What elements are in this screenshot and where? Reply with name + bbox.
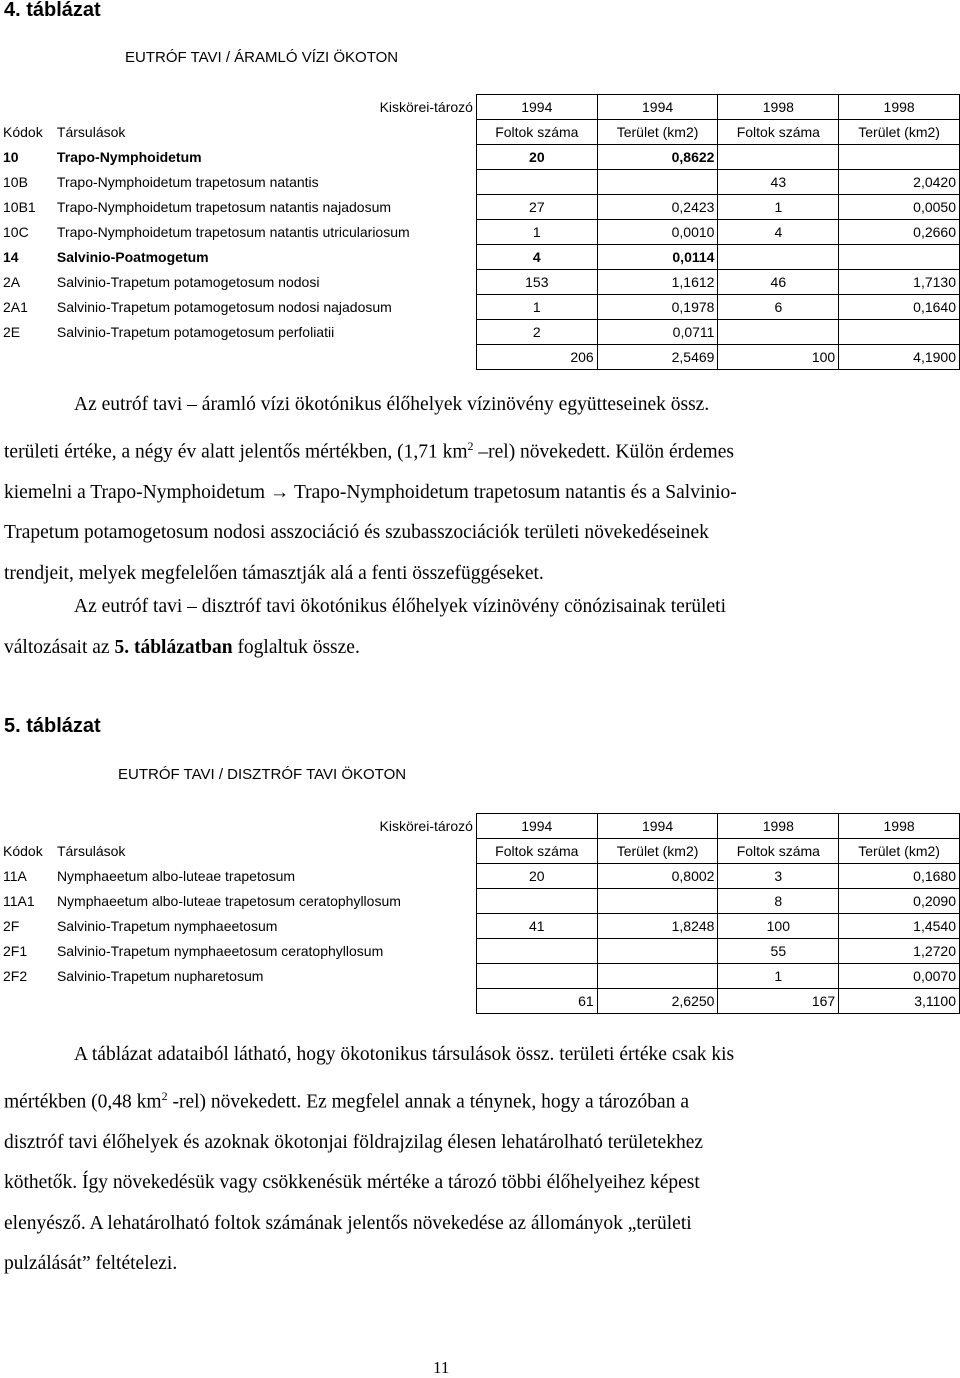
para1-superscript: 2 xyxy=(467,438,474,453)
table5-col-header-3: Foltok száma xyxy=(718,839,839,864)
table-row xyxy=(0,145,960,170)
row-patches-1994: 1 xyxy=(476,295,597,320)
row-area-1994: 0,2423 xyxy=(597,195,718,220)
row-code: 11A xyxy=(3,868,27,884)
para3-line-1: A táblázat adataiból látható, hogy ökotonikus társulások össz. területi értéke csak kis xyxy=(74,1044,735,1065)
row-area-1998: 1,7130 xyxy=(839,270,960,295)
para1-line-3: kiemelni a Trapo-Nymphoidetum → Trapo-Nymphoidetum trapetosum natantis és a Salvinio- xyxy=(4,481,737,503)
para1-line-4: Trapetum potamogetosum nodosi asszociáció és szubasszociációk területi növekedéseinek xyxy=(4,522,709,543)
row-patches-1994 xyxy=(476,889,597,914)
para1-line-1: Az eutróf tavi – áramló vízi ökotónikus élőhelyek vízinövény együtteseinek össz. xyxy=(74,394,710,415)
row-area-1994: 0,0114 xyxy=(597,245,718,270)
row-patches-1998: 8 xyxy=(718,889,839,914)
para3-line-5: elenyésző. A lehatárolható foltok számának jelentős növekedése az állományok „területi xyxy=(4,1212,692,1234)
table5-totals-row xyxy=(0,989,960,1014)
table5-year-row xyxy=(0,814,960,839)
row-name: Salvinio-Trapetum nymphaeetosum xyxy=(56,918,278,934)
table5-total-3: 167 xyxy=(718,989,839,1014)
table-row xyxy=(0,864,960,889)
table4-year-3: 1998 xyxy=(718,95,839,120)
para2-table-ref: 5. táblázatban xyxy=(114,636,233,658)
row-name: Trapo-Nymphoidetum trapetosum natantis xyxy=(56,174,319,190)
para1-line-2b: –rel) növekedett. Külön érdemes xyxy=(473,441,734,462)
row-area-1998: 0,2660 xyxy=(839,220,960,245)
table-row xyxy=(0,295,960,320)
row-area-1994 xyxy=(597,889,718,914)
table5-col-header-4: Terület (km2) xyxy=(839,839,960,864)
table-row xyxy=(0,170,960,195)
row-area-1994: 0,8622 xyxy=(597,145,718,170)
row-patches-1998: 4 xyxy=(718,220,839,245)
row-patches-1998: 55 xyxy=(718,939,839,964)
table-row xyxy=(0,889,960,914)
row-area-1994 xyxy=(597,964,718,989)
row-code: 10C xyxy=(3,224,29,240)
row-patches-1994: 20 xyxy=(476,145,597,170)
table4-header-row xyxy=(0,120,960,145)
para1-line-2a: területi értéke, a négy év alatt jelentős mértékben, (1,71 km xyxy=(4,441,468,462)
row-patches-1998: 100 xyxy=(718,914,839,939)
table4-subtitle: EUTRÓF TAVI / ÁRAMLÓ VÍZI ÖKOTON xyxy=(125,49,399,66)
row-patches-1994 xyxy=(476,964,597,989)
table5-col-header-2: Terület (km2) xyxy=(597,839,718,864)
table5-total-2: 2,6250 xyxy=(597,989,718,1014)
row-patches-1998: 43 xyxy=(718,170,839,195)
table4-year-2: 1994 xyxy=(597,95,718,120)
row-area-1998: 1,2720 xyxy=(839,939,960,964)
para3-superscript: 2 xyxy=(161,1088,168,1103)
table5-year-3: 1998 xyxy=(718,814,839,839)
row-area-1994: 1,1612 xyxy=(597,270,718,295)
row-code: 10B xyxy=(3,174,28,190)
row-name: Salvinio-Trapetum potamogetosum nodosi xyxy=(56,274,320,290)
row-patches-1994 xyxy=(476,939,597,964)
table4-totals-row xyxy=(0,345,960,370)
row-patches-1998: 1 xyxy=(718,964,839,989)
para1-line-5: trendjeit, melyek megfelelően támasztják alá a fenti összefüggéseket. xyxy=(4,562,544,584)
row-patches-1998: 3 xyxy=(718,864,839,889)
row-patches-1998 xyxy=(718,245,839,270)
table-row xyxy=(0,320,960,345)
row-name: Trapo-Nymphoidetum trapetosum natantis utriculariosum xyxy=(56,224,410,240)
row-patches-1998 xyxy=(718,320,839,345)
row-area-1998: 2,0420 xyxy=(839,170,960,195)
table4-col-code: Kódok xyxy=(3,124,43,140)
row-patches-1994: 41 xyxy=(476,914,597,939)
row-patches-1994 xyxy=(476,170,597,195)
row-patches-1994: 4 xyxy=(476,245,597,270)
table4-total-1: 206 xyxy=(476,345,597,370)
row-name: Salvinio-Trapetum nupharetosum xyxy=(56,968,264,984)
row-area-1998: 1,4540 xyxy=(839,914,960,939)
row-name: Nymphaeetum albo-luteae trapetosum xyxy=(56,868,296,884)
row-code: 2A1 xyxy=(3,299,28,315)
row-name: Salvinio-Poatmogetum xyxy=(56,249,209,265)
para2-line-1: Az eutróf tavi – disztróf tavi ökotónikus élőhelyek vízinövény cönózisainak területi xyxy=(74,596,726,617)
table5-col-name: Társulások xyxy=(56,843,126,859)
paragraph-1 xyxy=(4,385,882,594)
row-area-1994 xyxy=(597,170,718,195)
row-area-1998 xyxy=(839,145,960,170)
table-row xyxy=(0,245,960,270)
table-row xyxy=(0,270,960,295)
row-area-1998: 0,2090 xyxy=(839,889,960,914)
table5 xyxy=(0,813,960,1014)
table4 xyxy=(0,94,960,370)
table4-total-3: 100 xyxy=(718,345,839,370)
paragraph-3 xyxy=(4,1035,882,1285)
row-area-1994: 1,8248 xyxy=(597,914,718,939)
table4-col-header-3: Foltok száma xyxy=(718,120,839,145)
row-patches-1994: 27 xyxy=(476,195,597,220)
table5-col-header-1: Foltok száma xyxy=(476,839,597,864)
para3-line-2b: -rel) növekedett. Ez megfelel annak a ténynek, hogy a tározóban a xyxy=(167,1091,689,1112)
para2-line-2c: foglaltuk össze. xyxy=(232,636,360,658)
row-patches-1998: 6 xyxy=(718,295,839,320)
row-area-1994 xyxy=(597,939,718,964)
table5-heading: 5. táblázat xyxy=(4,715,101,737)
table4-year-row xyxy=(0,95,960,120)
row-patches-1998 xyxy=(718,145,839,170)
table5-subtitle: EUTRÓF TAVI / DISZTRÓF TAVI ÖKOTON xyxy=(118,766,407,783)
table4-col-header-4: Terület (km2) xyxy=(839,120,960,145)
row-code: 2E xyxy=(3,324,21,340)
table5-year-2: 1994 xyxy=(597,814,718,839)
row-area-1998: 0,0050 xyxy=(839,195,960,220)
table4-total-2: 2,5469 xyxy=(597,345,718,370)
row-code: 2A xyxy=(3,274,21,290)
table4-col-header-1: Foltok száma xyxy=(476,120,597,145)
row-name: Salvinio-Trapetum potamogetosum nodosi najadosum xyxy=(56,299,392,315)
row-name: Nymphaeetum albo-luteae trapetosum ceratophyllosum xyxy=(56,893,401,909)
row-name: Trapo-Nymphoidetum xyxy=(56,149,202,165)
page-number: 11 xyxy=(433,1358,450,1377)
table4-year-4: 1998 xyxy=(839,95,960,120)
table5-year-1: 1994 xyxy=(476,814,597,839)
row-area-1998 xyxy=(839,245,960,270)
row-name: Salvinio-Trapetum potamogetosum perfoliatii xyxy=(56,324,335,340)
row-area-1998: 0,1680 xyxy=(839,864,960,889)
table-row xyxy=(0,195,960,220)
row-code: 11A1 xyxy=(3,893,35,909)
row-area-1994: 0,1978 xyxy=(597,295,718,320)
para3-line-4: köthetők. Így növekedésük vagy csökkenésük mértéke a tározó többi élőhelyeihez képest xyxy=(4,1172,700,1193)
table4-site-label: Kiskörei-tározó xyxy=(379,99,473,115)
table5-total-4: 3,1100 xyxy=(839,989,960,1014)
table5-col-code: Kódok xyxy=(3,843,43,859)
row-code: 2F xyxy=(3,918,20,934)
row-patches-1994: 20 xyxy=(476,864,597,889)
table-row xyxy=(0,939,960,964)
table-row xyxy=(0,220,960,245)
row-area-1994: 0,8002 xyxy=(597,864,718,889)
row-area-1998: 0,0070 xyxy=(839,964,960,989)
table4-total-4: 4,1900 xyxy=(839,345,960,370)
table4-col-header-2: Terület (km2) xyxy=(597,120,718,145)
row-area-1998 xyxy=(839,320,960,345)
table4-year-1: 1994 xyxy=(476,95,597,120)
row-area-1998: 0,1640 xyxy=(839,295,960,320)
table-row xyxy=(0,964,960,989)
row-code: 10B1 xyxy=(3,199,36,215)
table4-col-name: Társulások xyxy=(56,124,126,140)
table5-site-label: Kiskörei-tározó xyxy=(379,818,473,834)
row-patches-1994: 1 xyxy=(476,220,597,245)
row-code: 10 xyxy=(3,149,19,165)
row-code: 14 xyxy=(3,249,19,265)
row-patches-1994: 153 xyxy=(476,270,597,295)
row-area-1994: 0,0010 xyxy=(597,220,718,245)
row-name: Trapo-Nymphoidetum trapetosum natantis najadosum xyxy=(56,199,392,215)
table5-year-4: 1998 xyxy=(839,814,960,839)
row-area-1994: 0,0711 xyxy=(597,320,718,345)
table5-header-row xyxy=(0,839,960,864)
para3-line-2a: mértékben (0,48 km xyxy=(4,1091,162,1112)
para3-line-3: disztróf tavi élőhelyek és azoknak ökotonjai földrajzilag élesen lehatárolható területekhez xyxy=(4,1131,704,1153)
paragraph-2 xyxy=(4,587,882,668)
row-name: Salvinio-Trapetum nymphaeetosum ceratophyllosum xyxy=(56,943,384,959)
row-patches-1998: 1 xyxy=(718,195,839,220)
row-patches-1994: 2 xyxy=(476,320,597,345)
para3-line-6: pulzálását” feltételezi. xyxy=(4,1253,178,1274)
table5-total-1: 61 xyxy=(476,989,597,1014)
para2-line-2a: változásait az xyxy=(4,636,115,658)
table4-heading: 4. táblázat xyxy=(4,0,101,21)
row-code: 2F2 xyxy=(3,968,28,984)
row-patches-1998: 46 xyxy=(718,270,839,295)
row-code: 2F1 xyxy=(3,943,28,959)
table-row xyxy=(0,914,960,939)
